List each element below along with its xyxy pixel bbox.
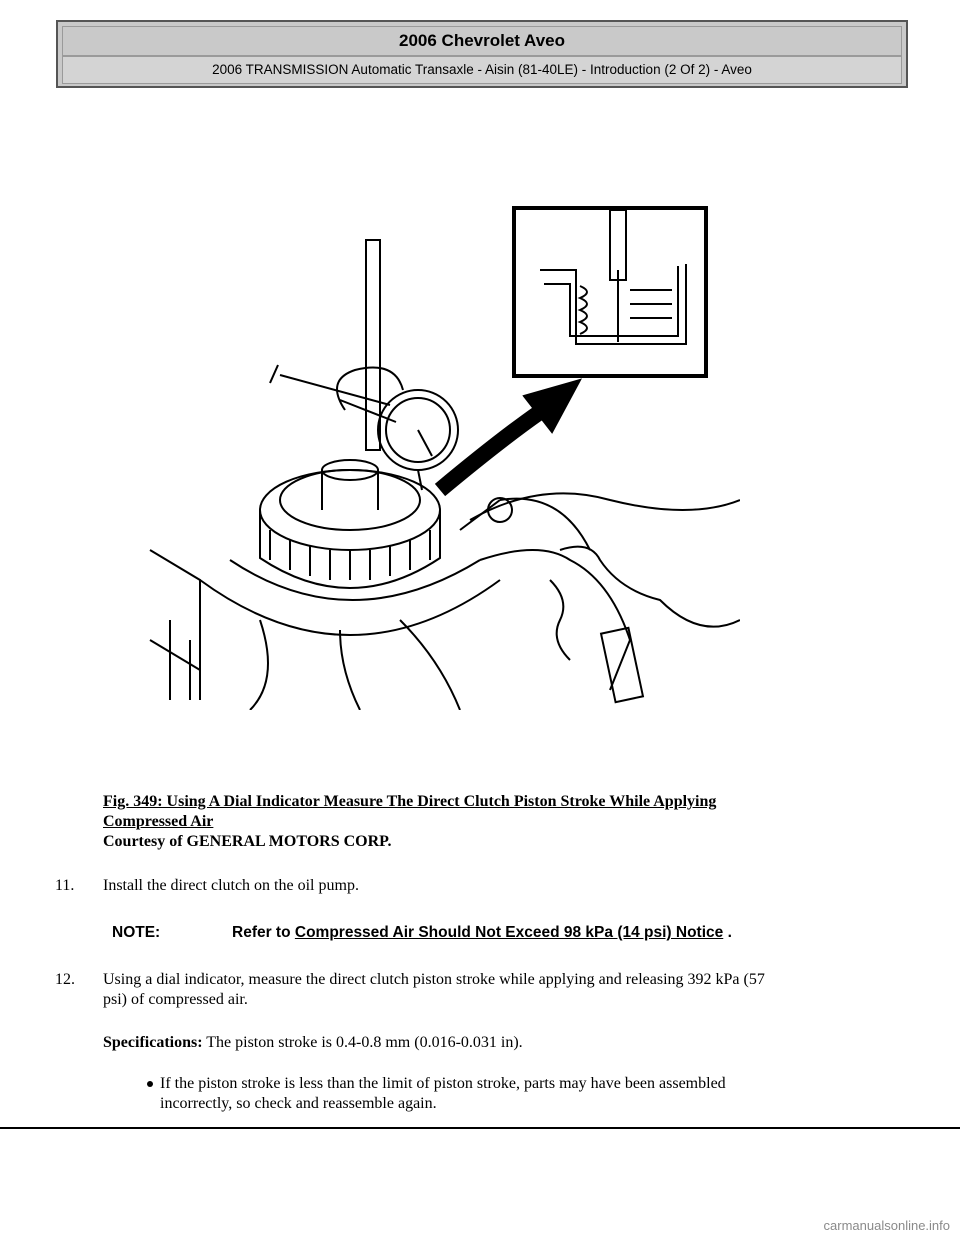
specifications-text: The piston stroke is 0.4-0.8 mm (0.016-0.031 in).: [202, 1034, 523, 1051]
figure-caption: [103, 792, 863, 852]
figure-courtesy: Courtesy of GENERAL MOTORS CORP.: [103, 833, 392, 850]
specifications-label: Specifications:: [103, 1034, 203, 1051]
step-text: [103, 970, 893, 1010]
bullet-line1: If the piston stroke is less than the limit of piston stroke, parts may have been assembled: [160, 1075, 726, 1092]
document-title: 2006 Chevrolet Aveo: [62, 26, 902, 56]
note-message: [232, 918, 732, 948]
bullet-line2: incorrectly, so check and reassemble again.: [160, 1095, 437, 1112]
step-number: 12.: [55, 971, 75, 988]
specifications: [103, 1033, 523, 1053]
figure-link-line1: Fig. 349: Using A Dial Indicator Measure The Direct Clutch Piston Stroke While Applying: [103, 793, 717, 810]
note-prefix: Refer to: [232, 924, 295, 941]
page-divider: [0, 1127, 960, 1129]
document-header: [56, 20, 908, 88]
step-text: Install the direct clutch on the oil pump.: [103, 877, 359, 894]
watermark: carmanualsonline.info: [823, 1218, 950, 1233]
note-box: [98, 918, 858, 948]
step-text-line2: psi) of compressed air.: [103, 991, 248, 1008]
document-subtitle: 2006 TRANSMISSION Automatic Transaxle - Aisin (81-40LE) - Introduction (2 Of 2) - Aveo: [62, 56, 902, 84]
step-number: 11.: [55, 877, 75, 894]
figure-link[interactable]: [103, 793, 716, 830]
bullet-item: [160, 1074, 860, 1114]
step-text-line1: Using a dial indicator, measure the direct clutch piston stroke while applying and releasing 392 kPa (57: [103, 971, 765, 988]
note-suffix: .: [723, 924, 732, 941]
figure-link-line2: Compressed Air: [103, 813, 214, 830]
note-link[interactable]: Compressed Air Should Not Exceed 98 kPa (14 psi) Notice: [294, 924, 724, 941]
bullet-dot-icon: [147, 1081, 153, 1087]
dial-indicator-illustration: [140, 200, 740, 710]
note-label: NOTE:: [112, 924, 161, 941]
